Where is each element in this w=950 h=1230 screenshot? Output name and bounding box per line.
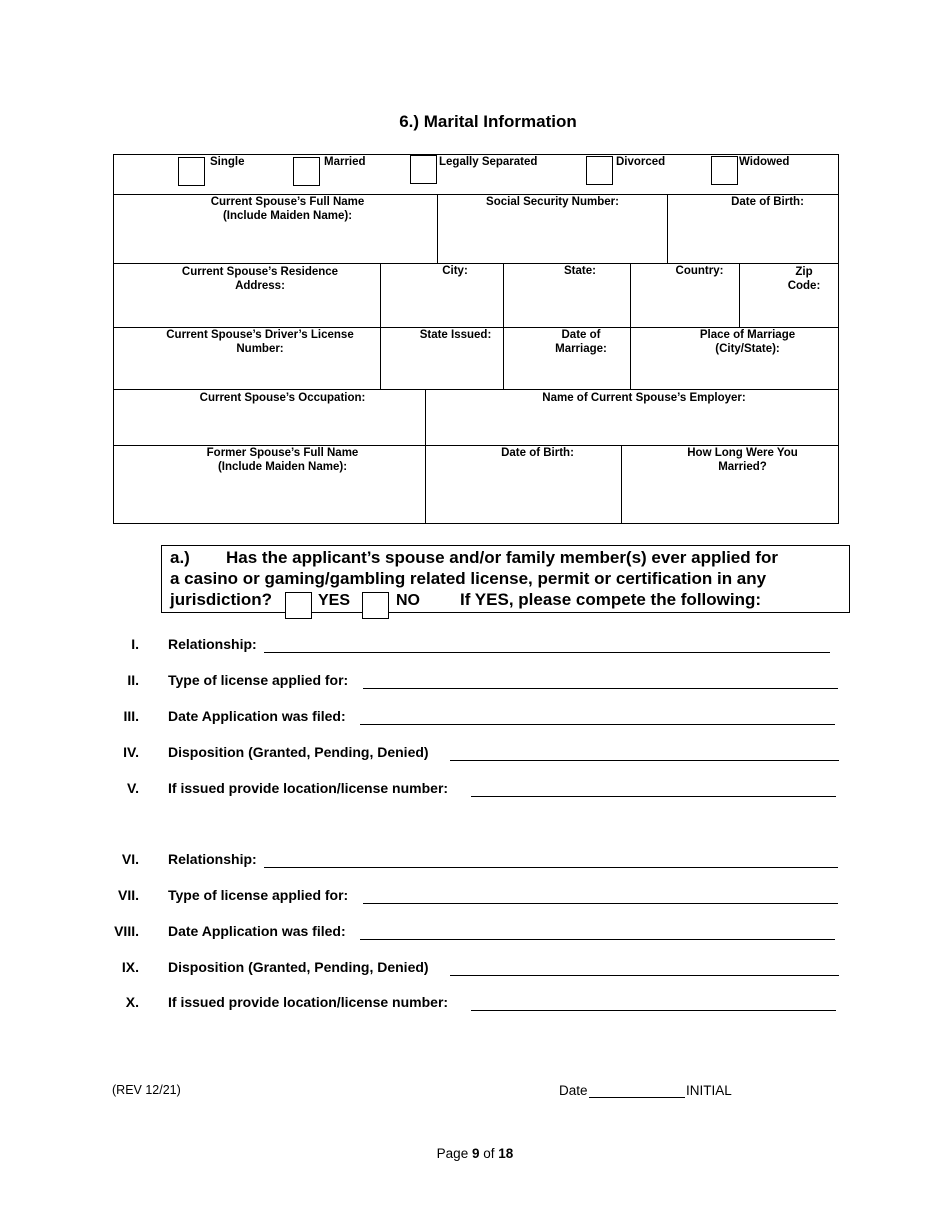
field-number: I. [131,636,139,652]
country-label: Country: [675,265,724,277]
license-label: Current Spouse’s Driver’s License Number: [166,329,354,355]
col-divider [667,194,668,263]
location-license-field[interactable] [471,796,836,797]
divorced-label: Divorced [616,156,666,168]
col-divider [425,389,426,524]
how-long-label: How Long Were You Married? [687,447,798,473]
disposition-label: Disposition (Granted, Pending, Denied) [168,959,429,975]
page-prefix: Page [436,1146,469,1161]
col-divider [739,263,740,327]
employer-label: Name of Current Spouse’s Employer: [542,392,746,404]
field-number: VIII. [114,923,139,939]
widowed-label: Widowed [739,156,790,168]
location-license-label: If issued provide location/license number: [168,780,449,796]
page-number [0,1146,950,1161]
yes-checkbox[interactable] [285,592,312,619]
page-current: 9 [471,1146,480,1161]
row-divider [113,389,839,390]
field-number: V. [127,780,139,796]
former-dob-label: Date of Birth: [501,447,574,459]
place-of-marriage-label: Place of Marriage (City/State): [699,329,796,355]
spouse-name-label: Current Spouse’s Full Name (Include Maiden Name): [210,196,365,222]
field-number: IV. [123,744,139,760]
license-type-field[interactable] [363,903,838,904]
page-total: 18 [498,1146,514,1161]
field-number: VI. [121,851,139,867]
no-checkbox[interactable] [362,592,389,619]
date-label: Date [559,1083,588,1098]
location-license-field[interactable] [471,1010,836,1011]
single-label: Single [210,156,245,168]
city-label: City: [442,265,468,277]
revision-label: (REV 12/21) [112,1083,181,1097]
legally-separated-checkbox[interactable] [410,155,437,184]
date-field[interactable] [589,1097,685,1098]
page-of: of [483,1146,495,1161]
application-date-field[interactable] [360,724,835,725]
married-checkbox[interactable] [293,157,320,186]
address-label: Current Spouse’s Residence Address: [181,266,339,292]
former-spouse-label: Former Spouse’s Full Name (Include Maiden Name): [206,447,359,473]
date-of-marriage-label: Date of Marriage: [555,329,607,355]
field-number: IX. [121,959,139,975]
location-license-label: If issued provide location/license number: [168,994,449,1010]
state-issued-label: State Issued: [419,329,492,341]
application-date-label: Date Application was filed: [168,708,346,724]
license-type-label: Type of license applied for: [168,887,349,903]
application-date-field[interactable] [360,939,835,940]
disposition-field[interactable] [450,975,839,976]
question-prefix: a.) [170,548,190,567]
relationship-label: Relationship: [168,851,257,867]
legally-separated-label: Legally Separated [439,156,538,168]
state-label: State: [564,265,596,277]
zip-label: Zip Code: [787,266,821,292]
field-number: VII. [117,887,139,903]
disposition-label: Disposition (Granted, Pending, Denied) [168,744,429,760]
col-divider [503,263,504,389]
no-label: NO [396,592,420,609]
dob-label: Date of Birth: [731,196,804,208]
single-checkbox[interactable] [178,157,205,186]
initial-label: INITIAL [686,1083,732,1098]
col-divider [630,263,631,389]
col-divider [437,194,438,263]
ssn-label: Social Security Number: [486,196,619,208]
occupation-label: Current Spouse’s Occupation: [199,392,366,404]
divorced-checkbox[interactable] [586,156,613,185]
disposition-field[interactable] [450,760,839,761]
question-line-2: a casino or gaming/gambling related license, permit or certification in any [170,569,767,588]
relationship-field[interactable] [264,867,838,868]
yes-label: YES [318,592,351,609]
col-divider [380,263,381,389]
col-divider [621,445,622,524]
license-type-field[interactable] [363,688,838,689]
section-title: 6.) Marital Information [399,112,577,131]
license-type-label: Type of license applied for: [168,672,349,688]
question-line-3-end: If YES, please compete the following: [460,590,762,609]
married-label: Married [324,156,366,168]
application-date-label: Date Application was filed: [168,923,346,939]
relationship-label: Relationship: [168,636,257,652]
relationship-field[interactable] [264,652,830,653]
question-line-3-start: jurisdiction? [170,590,272,609]
field-number: II. [127,672,139,688]
question-line-1: Has the applicant’s spouse and/or family member(s) ever applied for [226,548,779,567]
field-number: III. [123,708,139,724]
field-number: X. [125,994,139,1010]
widowed-checkbox[interactable] [711,156,738,185]
